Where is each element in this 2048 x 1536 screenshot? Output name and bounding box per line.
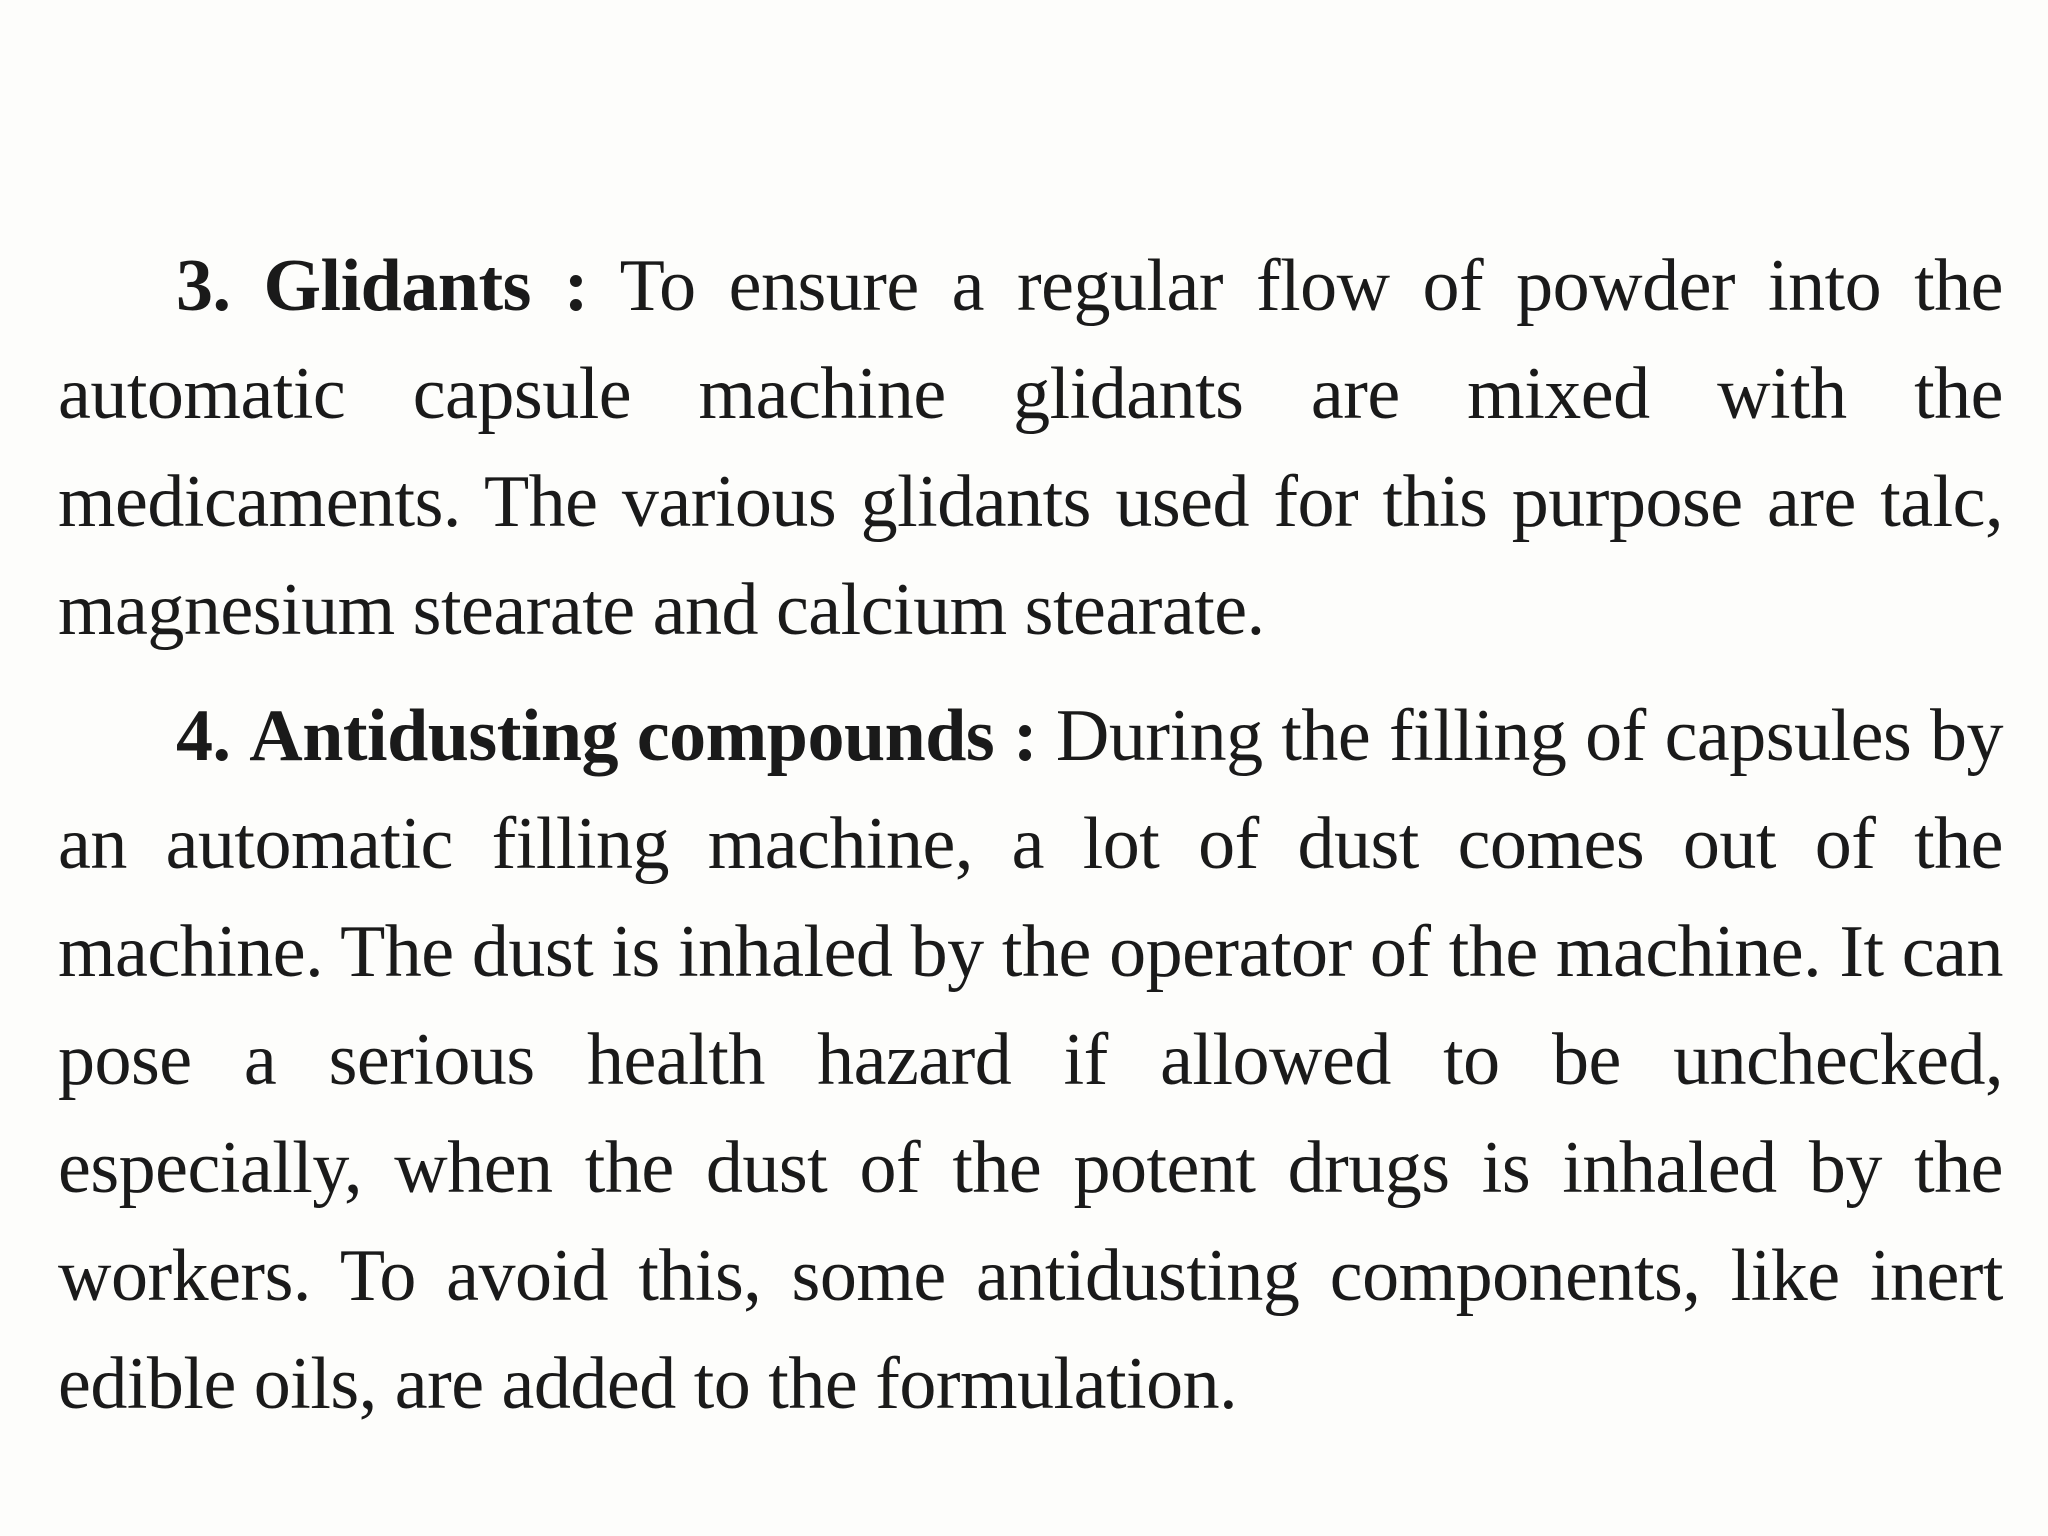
paragraph-text: To ensure a regular flow of powder into the automatic capsule machine glidants are mixed with the medicaments. The various glidants used for this purpose are talc, magnesium stearate and calcium stearate. xyxy=(58,245,2004,651)
paragraph-number: 4. xyxy=(176,695,231,777)
paragraph-heading: Antidusting compounds : xyxy=(249,695,1038,777)
paragraph-antidusting-compounds xyxy=(58,682,2003,1438)
paragraph-number: 3. xyxy=(176,245,231,327)
document-body xyxy=(58,232,2003,1438)
paragraph-text: During the filling of capsules by an automatic filling machine, a lot of dust comes out of the machine. The dust is inhaled by the operator of the machine. It can pose a serious health hazard if allowed to be unchecked, especially, when the dust of the potent drugs is inhaled by the workers. To avoid this, some antidusting components, like inert edible oils, are added to the formulation. xyxy=(58,695,2004,1425)
paragraph-glidants xyxy=(58,232,2003,664)
paragraph-heading: Glidants : xyxy=(263,245,588,327)
